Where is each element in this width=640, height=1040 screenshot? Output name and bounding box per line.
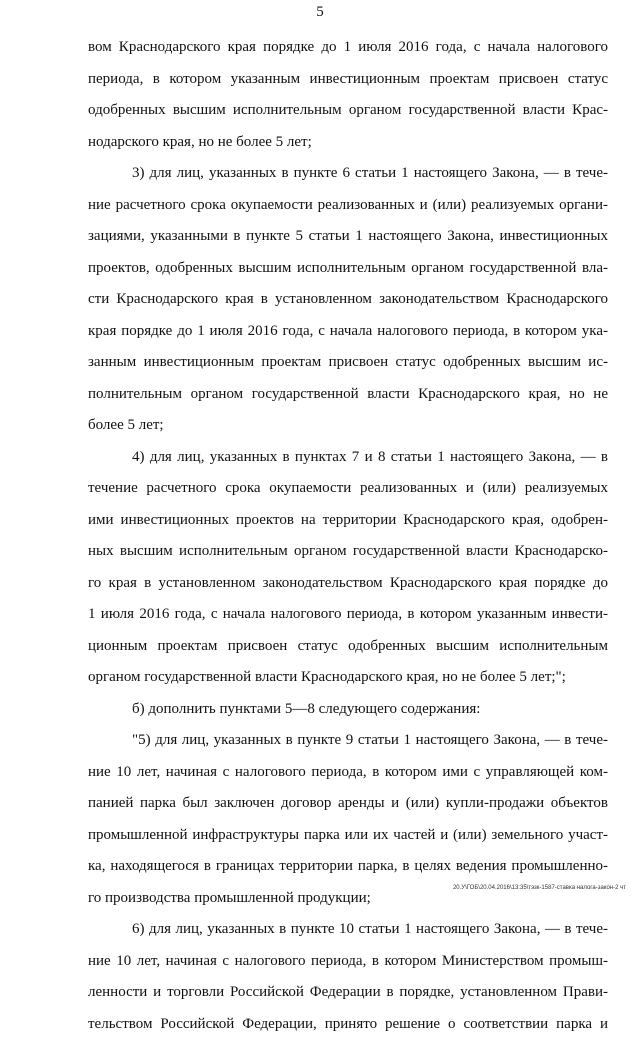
- text-line: нодарского края, но не более 5 лет;: [88, 127, 608, 159]
- text-line: сти Краснодарского края в установленном законодательством Краснодарского: [88, 284, 608, 316]
- text-line: 4) для лиц, указанных в пунктах 7 и 8 статьи 1 настоящего Закона, — в: [88, 442, 608, 474]
- text-line: занным инвестиционным проектам присвоен статус одобренных высшим ис-: [88, 347, 608, 379]
- text-line: 6) для лиц, указанных в пункте 10 статьи 1 настоящего Закона, — в тече-: [88, 914, 608, 946]
- text-line: промышленной инфраструктуры парка или их частей и (или) земельного участ-: [88, 820, 608, 852]
- paragraph-item-4: [88, 442, 608, 694]
- text-line: б) дополнить пунктами 5—8 следующего содержания:: [88, 694, 608, 726]
- text-line: 3) для лиц, указанных в пункте 6 статьи 1 настоящего Закона, — в тече-: [88, 158, 608, 190]
- text-line: ими инвестиционных проектов на территории Краснодарского края, одобрен-: [88, 505, 608, 537]
- paragraph-continuation: [88, 32, 608, 158]
- text-line: ционным проектам присвоен статус одобренных высшим исполнительным: [88, 631, 608, 663]
- text-line: го края в установленном законодательством Краснодарского края порядке до: [88, 568, 608, 600]
- paragraph-item-3: [88, 158, 608, 442]
- paragraph-item-6: [88, 914, 608, 1040]
- text-line: ние расчетного срока окупаемости реализованных и (или) реализуемых органи-: [88, 190, 608, 222]
- text-line: 1 июля 2016 года, с начала налогового периода, в котором указанным инвести-: [88, 599, 608, 631]
- text-line: ленности и торговли Российской Федерации в порядке, установленном Прави-: [88, 977, 608, 1009]
- text-line: течение расчетного срока окупаемости реализованных и (или) реализуемых: [88, 473, 608, 505]
- text-line: периода, в котором указанным инвестиционным проектам присвоен статус: [88, 64, 608, 96]
- text-line: проектов, одобренных высшим исполнительным органом государственной вла-: [88, 253, 608, 285]
- text-line: ка, находящегося в границах территории парка, в целях ведения промышленно-: [88, 851, 608, 883]
- paragraph-amendment-b: [88, 694, 608, 726]
- text-line: ние 10 лет, начиная с налогового периода, в котором ими с управляющей ком-: [88, 757, 608, 789]
- text-line: более 5 лет;: [88, 410, 608, 442]
- text-line: тельством Российской Федерации, принято решение о соответствии парка и: [88, 1009, 608, 1040]
- text-line: го производства промышленной продукции;: [88, 883, 608, 915]
- text-line: одобренных высшим исполнительным органом государственной власти Крас-: [88, 95, 608, 127]
- document-footer-path: 20.У\ГОБ\20.04.2016\13:35\тэзк-1587-ставка налога-закон-2 чт: [453, 885, 626, 891]
- text-line: ние 10 лет, начиная с налогового периода, в котором Министерством промыш-: [88, 946, 608, 978]
- text-line: полнительным органом государственной власти Краснодарского края, но не: [88, 379, 608, 411]
- text-line: вом Краснодарского края порядке до 1 июля 2016 года, с начала налогового: [88, 32, 608, 64]
- text-line: зациями, указанными в пункте 5 статьи 1 настоящего Закона, инвестиционных: [88, 221, 608, 253]
- text-line: органом государственной власти Краснодарского края, но не более 5 лет;";: [88, 662, 608, 694]
- text-line: края порядке до 1 июля 2016 года, с начала налогового периода, в котором ука-: [88, 316, 608, 348]
- text-line: ных высшим исполнительным органом государственной власти Краснодарско-: [88, 536, 608, 568]
- text-line: панией парка был заключен договор аренды и (или) купли-продажи объектов: [88, 788, 608, 820]
- text-line: "5) для лиц, указанных в пункте 9 статьи 1 настоящего Закона, — в тече-: [88, 725, 608, 757]
- page-number: 5: [0, 4, 640, 21]
